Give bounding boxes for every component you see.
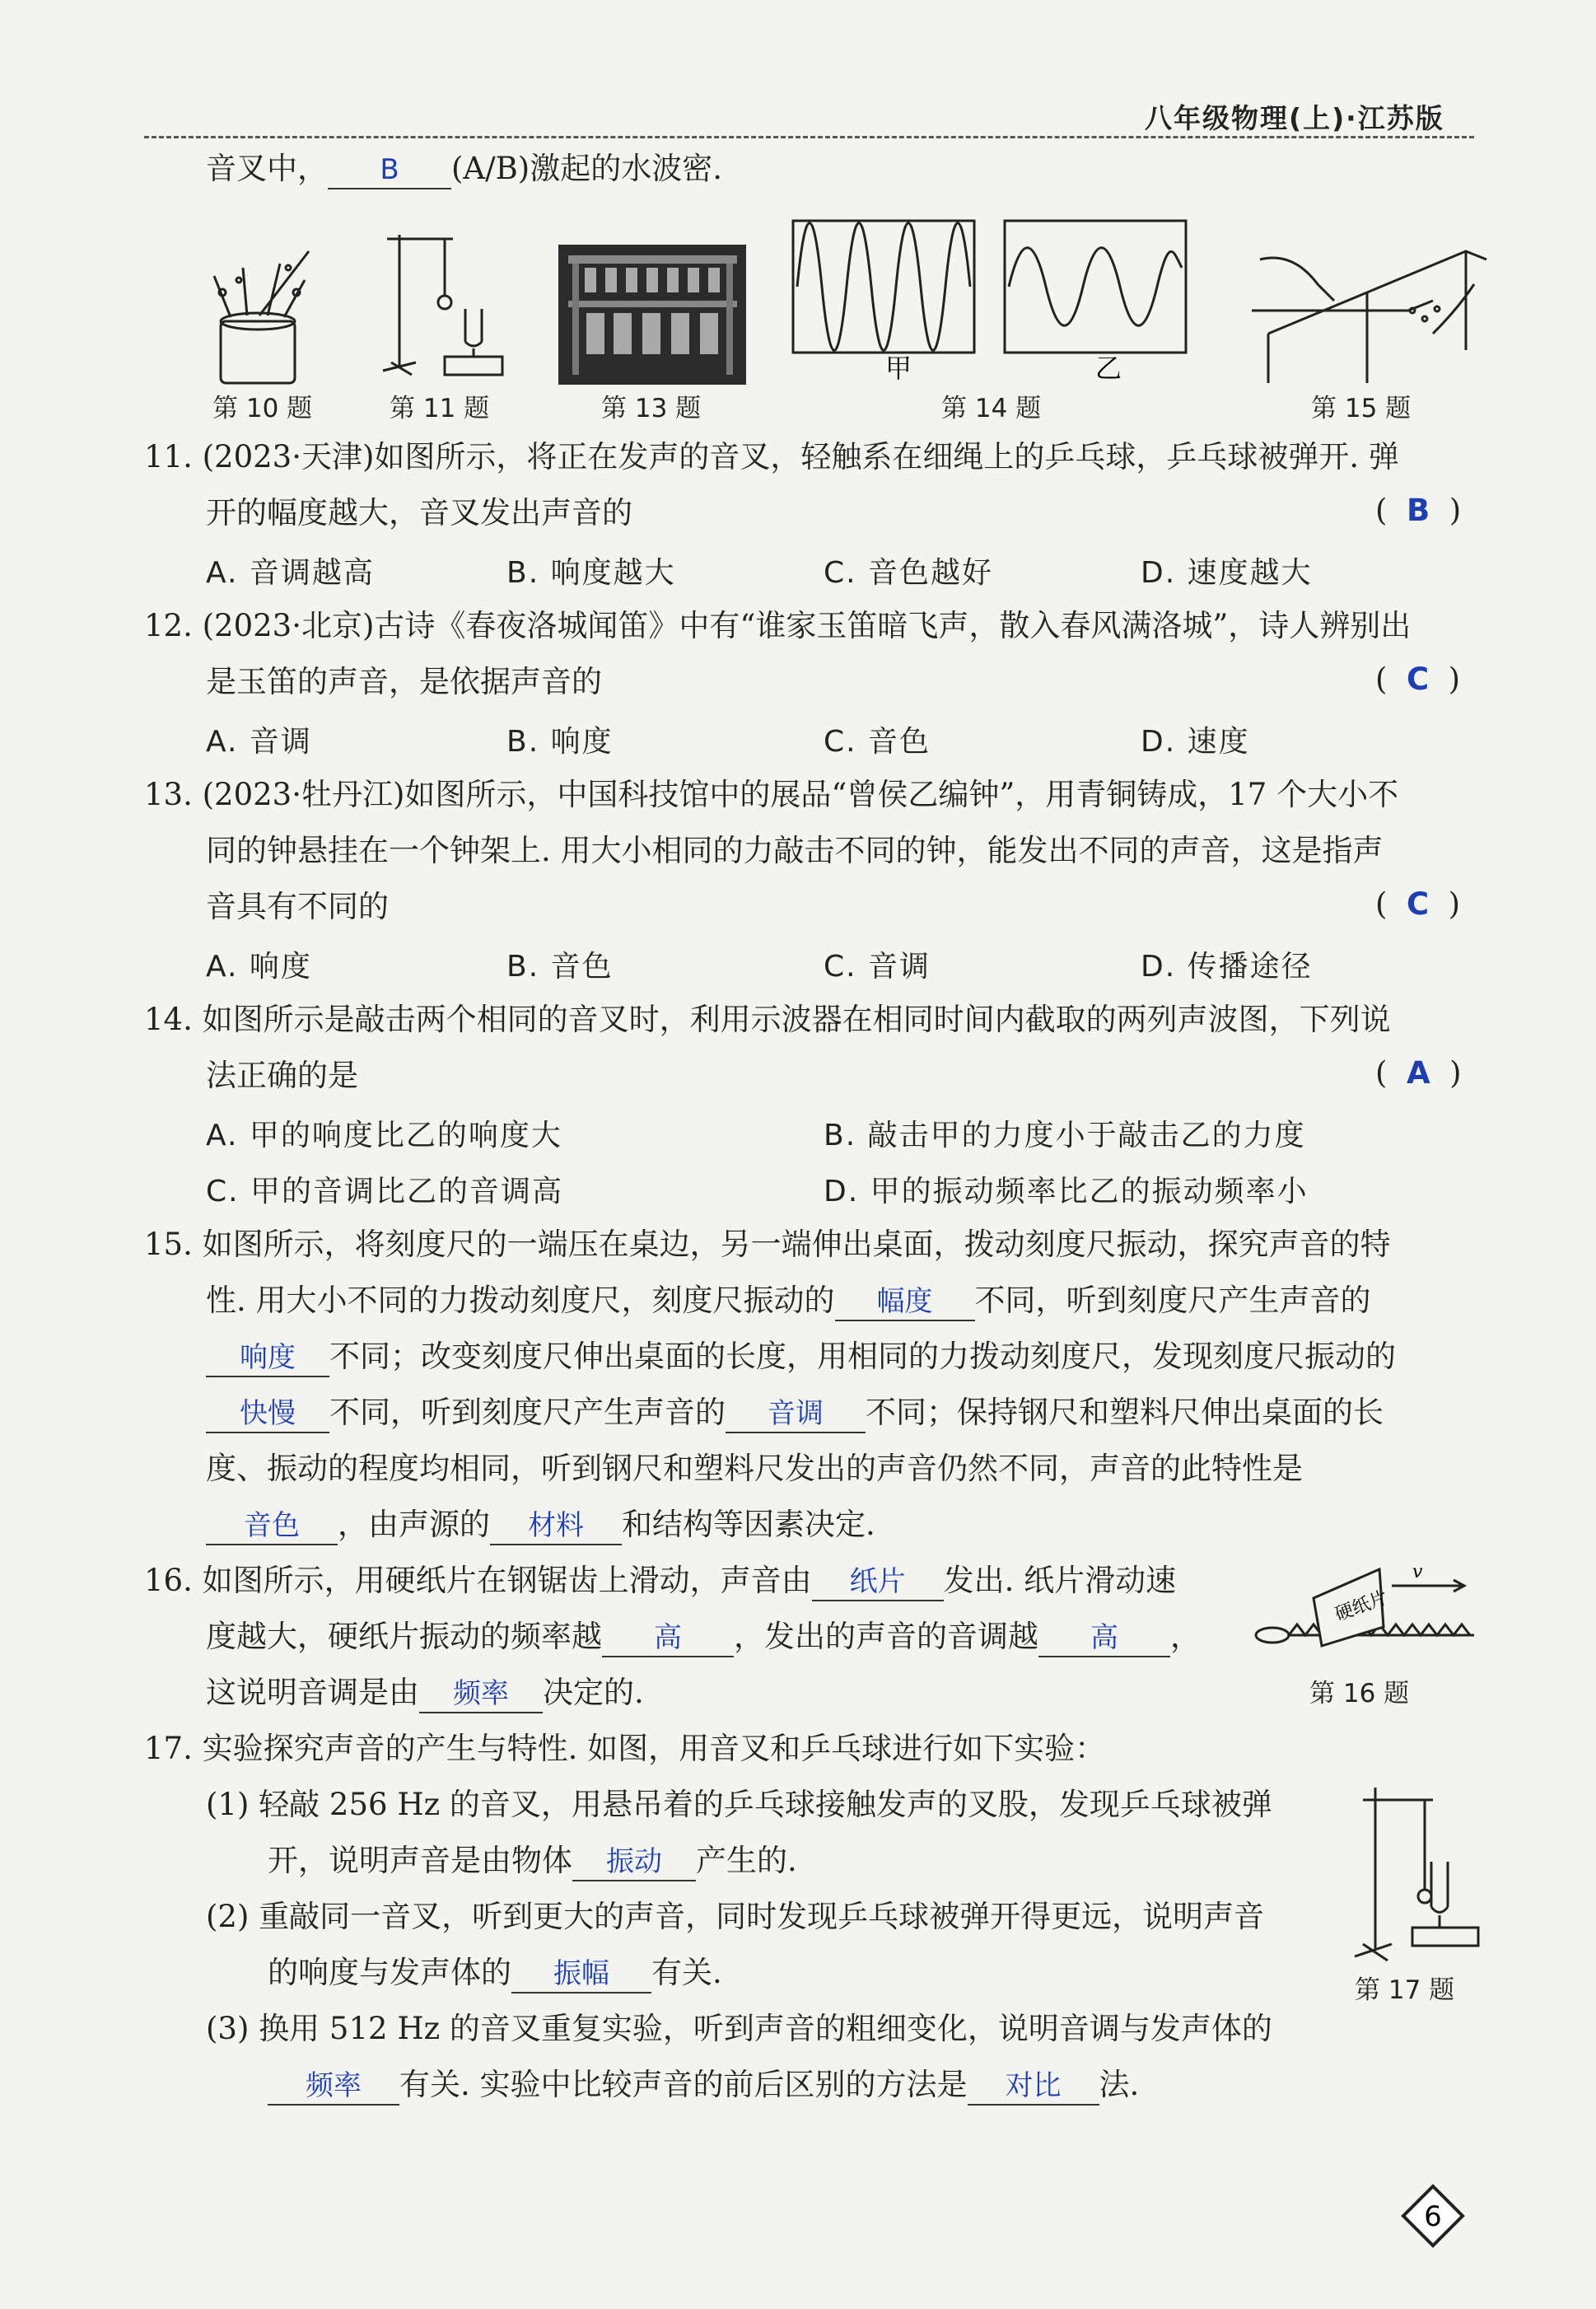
splash-beaker-figure [214, 251, 309, 383]
q17-blank-2: 振幅 [511, 1956, 651, 1993]
q15-blank-1: 幅度 [835, 1283, 975, 1321]
q12-option-d: D. 速度 [1141, 725, 1250, 759]
q14-stem-line2: 法正确的是 [206, 1058, 358, 1093]
q16-blank-4: 频率 [419, 1676, 543, 1713]
q17-blank-4: 对比 [968, 2068, 1099, 2106]
caption-q13: 第 13 题 [601, 394, 702, 423]
q15-line2: 性. 用大小不同的力拨动刻度尺，刻度尺振动的 幅度 不同，听到刻度尺产生声音的 [206, 1280, 1371, 1321]
waveform-yi [1005, 221, 1186, 353]
q11-answer: B [1406, 493, 1430, 528]
q12-stem-line1: 12. (2023·北京)古诗《春夜洛城闻笛》中有“谁家玉笛暗飞声，散入春风满洛城”，诗人辨别出 [144, 608, 1412, 643]
q17-part2-line1: (2) 重敲同一音叉，听到更大的声音，同时发现乒乓球被弹开得更远，说明声音 [206, 1899, 1265, 1934]
q14-answer-bracket: ( A ) [1375, 1055, 1462, 1091]
q12-option-b: B. 响度 [506, 725, 614, 759]
page-number: 6 [1424, 2200, 1442, 2233]
page-header: 八年级物理(上)·江苏版 [1145, 102, 1444, 134]
ruler-table-figure [1252, 251, 1486, 383]
card-label: 硬纸片 [1332, 1587, 1391, 1626]
bell-set-figure [558, 245, 746, 385]
q12-stem-line2: 是玉笛的声音，是依据声音的 [206, 664, 602, 699]
q16-line3: 这说明音调是由 频率 决定的. [206, 1672, 644, 1713]
q16-blank-2: 高 [602, 1620, 734, 1657]
q11-option-b: B. 响度越大 [506, 556, 676, 590]
caption-q14: 第 14 题 [941, 394, 1042, 423]
velocity-label: v [1412, 1562, 1423, 1582]
q13-option-b: B. 音色 [506, 950, 614, 984]
q15-blank-2: 响度 [206, 1339, 329, 1377]
q15-line6: 音色 ，由声源的 材料 和结构等因素决定. [206, 1504, 875, 1545]
q13-answer: C [1406, 886, 1430, 922]
q13-option-a: A. 响度 [206, 950, 312, 984]
saw-card-figure [1252, 1549, 1482, 1656]
q15-blank-3: 快慢 [206, 1395, 329, 1433]
q17-part2-line2: 的响度与发声体的 振幅 有关. [268, 1952, 722, 1993]
q15-blank-6: 材料 [490, 1507, 622, 1545]
caption-q15: 第 15 题 [1311, 394, 1412, 423]
q11-stem-line1: 11. (2023·天津)如图所示，将正在发声的音叉，轻触系在细绳上的乒乓球，乒乓球被弹开. 弹 [144, 439, 1399, 474]
q17-part3-line1: (3) 换用 512 Hz 的音叉重复实验，听到声音的粗细变化，说明音调与发声体的 [206, 2011, 1272, 2046]
stand-fork-figure [1342, 1779, 1491, 1969]
caption-q10: 第 10 题 [212, 394, 313, 423]
q13-option-d: D. 传播途径 [1141, 950, 1313, 984]
q13-option-c: C. 音调 [824, 950, 931, 984]
intro-line: 音叉中， B (A/B)激起的水波密. [206, 148, 722, 189]
q15-blank-5: 音色 [206, 1507, 338, 1545]
q16-blank-1: 纸片 [812, 1563, 944, 1601]
wave-label-yi: 乙 [1095, 353, 1122, 384]
q11-stem-line2: 开的幅度越大，音叉发出声音的 [206, 495, 632, 531]
q12-answer: C [1406, 661, 1430, 697]
q17-part3-line2: 频率 有关. 实验中比较声音的前后区别的方法是 对比 法. [268, 2064, 1139, 2106]
q14-option-b: B. 敲击甲的力度小于敲击乙的力度 [824, 1119, 1306, 1152]
wave-label-jia: 甲 [885, 353, 912, 384]
page-number-badge [1400, 2183, 1466, 2249]
q17-blank-1: 振动 [572, 1844, 696, 1881]
q13-stem-line2: 同的钟悬挂在一个钟架上. 用大小相同的力敲击不同的钟，能发出不同的声音，这是指声 [206, 833, 1384, 868]
q14-option-c: C. 甲的音调比乙的音调高 [206, 1175, 564, 1208]
q16-blank-3: 高 [1038, 1620, 1170, 1657]
q16-line2: 度越大，硬纸片振动的频率越 高 ，发出的声音的音调越 高 ， [206, 1616, 1201, 1657]
caption-q17: 第 17 题 [1355, 1975, 1455, 2005]
caption-q11: 第 11 题 [390, 394, 490, 423]
q14-answer: A [1406, 1055, 1430, 1091]
figures-row [198, 218, 1491, 391]
q17-part1-line2: 开，说明声音是由物体 振动 产生的. [268, 1840, 797, 1881]
q16-line1: 16. 如图所示，用硬纸片在钢锯齿上滑动，声音由 纸片 发出. 纸片滑动速 [144, 1560, 1176, 1601]
q15-line1: 15. 如图所示，将刻度尺的一端压在桌边，另一端伸出桌面，拨动刻度尺振动，探究声音的特 [144, 1227, 1391, 1262]
q13-stem-line1: 13. (2023·牡丹江)如图所示，中国科技馆中的展品“曾侯乙编钟”，用青铜铸成，17 个大小不 [144, 777, 1399, 812]
q15-blank-4: 音调 [726, 1395, 866, 1433]
q17-part1-line1: (1) 轻敲 256 Hz 的音叉，用悬吊着的乒乓球接触发声的叉股，发现乒乓球被弹 [206, 1787, 1272, 1822]
q11-answer-bracket: ( B ) [1375, 493, 1462, 528]
q12-option-c: C. 音色 [824, 725, 931, 759]
q12-answer-bracket: ( C ) [1375, 661, 1461, 697]
q11-option-d: D. 速度越大 [1141, 556, 1313, 590]
q17-line1: 17. 实验探究声音的产生与特性. 如图，用音叉和乒乓球进行如下实验： [144, 1731, 1106, 1766]
q15-line3: 响度 不同；改变刻度尺伸出桌面的长度，用相同的力拨动刻度尺，发现刻度尺振动的 [206, 1336, 1396, 1377]
q15-line4: 快慢 不同，听到刻度尺产生声音的 音调 不同；保持钢尺和塑料尺伸出桌面的长 [206, 1392, 1384, 1433]
q11-option-c: C. 音色越好 [824, 556, 994, 590]
q11-option-a: A. 音调越高 [206, 556, 375, 590]
q15-line5: 度、振动的程度均相同，听到钢尺和塑料尺发出的声音仍然不同，声音的此特性是 [206, 1451, 1303, 1486]
caption-q16: 第 16 题 [1309, 1679, 1410, 1708]
q12-option-a: A. 音调 [206, 725, 312, 759]
pendulum-fork-figure [383, 235, 502, 375]
q13-stem-line3: 音具有不同的 [206, 889, 389, 924]
q13-answer-bracket: ( C ) [1375, 886, 1461, 922]
answer-blank: B [328, 152, 451, 189]
header-divider [144, 136, 1474, 138]
q17-blank-3: 频率 [268, 2068, 399, 2106]
q14-option-d: D. 甲的振动频率比乙的振动频率小 [824, 1175, 1309, 1208]
q14-option-a: A. 甲的响度比乙的响度大 [206, 1119, 562, 1152]
q14-stem-line1: 14. 如图所示是敲击两个相同的音叉时，利用示波器在相同时间内截取的两列声波图，下列说 [144, 1002, 1391, 1037]
waveform-jia [793, 221, 974, 353]
